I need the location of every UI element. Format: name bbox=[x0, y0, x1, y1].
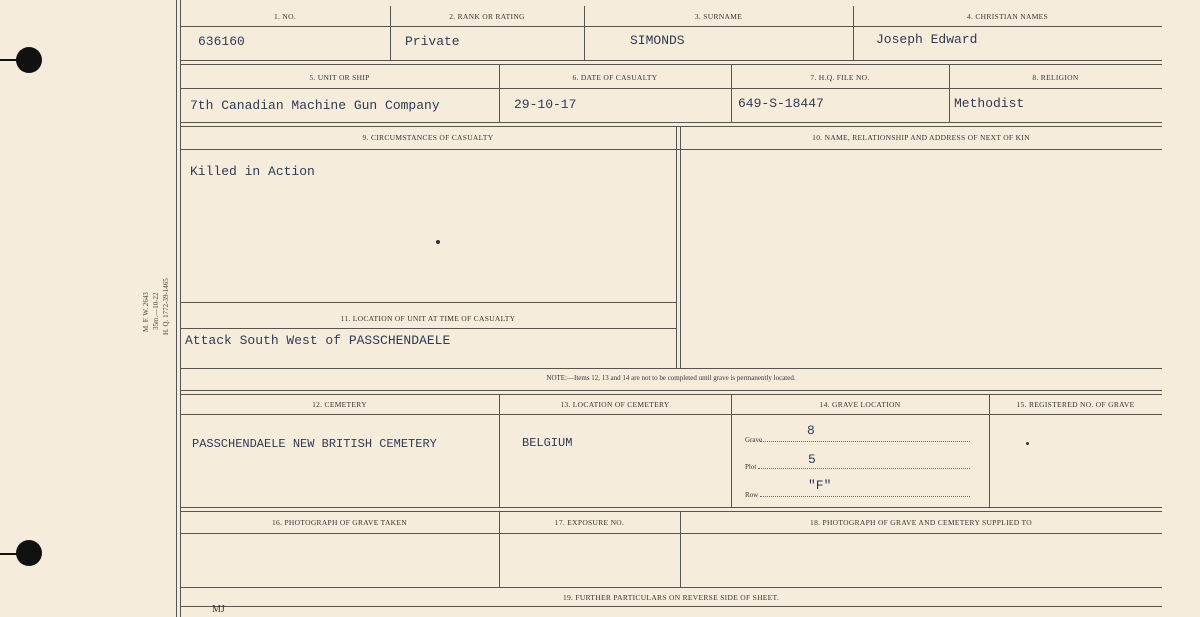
value-christian-names: Joseph Edward bbox=[876, 32, 978, 47]
row4-divider-3 bbox=[989, 394, 990, 507]
value-religion: Methodist bbox=[954, 96, 1025, 111]
form-reference-2: 35m.—10-22 bbox=[152, 292, 160, 330]
header-cemetery: 12. CEMETERY bbox=[312, 400, 367, 409]
row3-divider-inner bbox=[680, 126, 681, 368]
row4-divider-1 bbox=[499, 394, 500, 507]
value-date: 29-10-17 bbox=[514, 97, 577, 112]
note-bottom-rule bbox=[180, 390, 1162, 391]
ink-dot bbox=[436, 240, 440, 244]
header-no: 1. NO. bbox=[273, 12, 296, 21]
left-border bbox=[176, 0, 177, 617]
header-unit: 5. UNIT OR SHIP bbox=[309, 73, 370, 82]
grave-dots bbox=[760, 441, 970, 442]
header-further-particulars: 19. FURTHER PARTICULARS ON REVERSE SIDE OF SHEET. bbox=[562, 593, 780, 602]
note-top-rule bbox=[180, 368, 1162, 369]
header-circumstances: 9. CIRCUMSTANCES OF CASUALTY bbox=[362, 133, 494, 142]
header-location-cemetery: 13. LOCATION OF CEMETERY bbox=[560, 400, 670, 409]
location-header-rule bbox=[180, 328, 676, 329]
header-christian-names: 4. CHRISTIAN NAMES bbox=[966, 12, 1049, 21]
row4-header-rule bbox=[180, 414, 1162, 415]
header-grave-location: 14. GRAVE LOCATION bbox=[819, 400, 901, 409]
row2-header-rule bbox=[180, 88, 1162, 89]
value-location-cemetery: BELGIUM bbox=[522, 436, 573, 450]
value-file: 649-S-18447 bbox=[738, 96, 824, 111]
row4-divider-2 bbox=[731, 394, 732, 507]
row3-header-rule bbox=[180, 149, 1162, 150]
initials: MJ bbox=[212, 604, 225, 615]
row5-top-rule bbox=[180, 511, 1162, 512]
value-surname: SIMONDS bbox=[630, 33, 685, 48]
form-reference-3: H. Q. 1772-39-1465 bbox=[162, 278, 170, 335]
header-location-of-unit: 11. LOCATION OF UNIT AT TIME OF CASUALTY bbox=[340, 314, 516, 323]
binder-hole-top bbox=[16, 47, 42, 73]
header-date: 6. DATE OF CASUALTY bbox=[572, 73, 658, 82]
location-top-rule bbox=[180, 302, 676, 303]
header-surname: 3. SURNAME bbox=[694, 12, 743, 21]
value-grave: 8 bbox=[807, 423, 815, 438]
row1-header-rule bbox=[180, 26, 1162, 27]
value-plot: 5 bbox=[808, 452, 816, 467]
header-next-of-kin: 10. NAME, RELATIONSHIP AND ADDRESS OF NEXT OF KIN bbox=[812, 133, 1030, 142]
value-unit: 7th Canadian Machine Gun Company bbox=[190, 98, 440, 113]
header-registered-no: 15. REGISTERED NO. OF GRAVE bbox=[1016, 400, 1135, 409]
row4-bottom-rule bbox=[180, 507, 1162, 508]
value-no: 636160 bbox=[198, 34, 245, 49]
header-rank: 2. RANK OR RATING bbox=[449, 12, 525, 21]
header-religion: 8. RELIGION bbox=[1032, 73, 1079, 82]
ink-dot-registered bbox=[1026, 442, 1029, 445]
row1-bottom-rule bbox=[180, 60, 1162, 61]
header-file: 7. H.Q. FILE NO. bbox=[810, 73, 870, 82]
row5-bottom-rule bbox=[180, 587, 1162, 588]
value-row: "F" bbox=[808, 478, 832, 493]
form-reference-1: M. F. W. 2643 bbox=[142, 292, 150, 332]
header-exposure-no: 17. EXPOSURE NO. bbox=[554, 518, 625, 527]
row5-header-rule bbox=[180, 533, 1162, 534]
value-rank: Private bbox=[405, 34, 460, 49]
footer-rule bbox=[180, 606, 1162, 607]
note-text: NOTE:—Items 12, 13 and 14 are not to be completed until grave is permanently located. bbox=[546, 374, 796, 382]
binder-hole-bottom bbox=[16, 540, 42, 566]
row-label: Row bbox=[745, 491, 759, 499]
row3-top-rule bbox=[180, 126, 1162, 127]
row2-top-rule bbox=[180, 64, 1162, 65]
value-cemetery: PASSCHENDAELE NEW BRITISH CEMETERY bbox=[192, 437, 437, 451]
header-photograph-taken: 16. PHOTOGRAPH OF GRAVE TAKEN bbox=[272, 518, 407, 527]
value-location-of-unit: Attack South West of PASSCHENDAELE bbox=[185, 333, 451, 348]
header-photograph-supplied: 18. PHOTOGRAPH OF GRAVE AND CEMETERY SUPPLIED TO bbox=[810, 518, 1032, 527]
plot-dots bbox=[758, 468, 970, 469]
value-circumstances: Killed in Action bbox=[190, 164, 315, 179]
row-dots bbox=[760, 496, 970, 497]
grave-label: Grave bbox=[745, 436, 763, 444]
row2-bottom-rule bbox=[180, 122, 1162, 123]
plot-label: Plot bbox=[745, 463, 757, 471]
row3-divider bbox=[676, 126, 677, 368]
row4-top-rule bbox=[180, 394, 1162, 395]
